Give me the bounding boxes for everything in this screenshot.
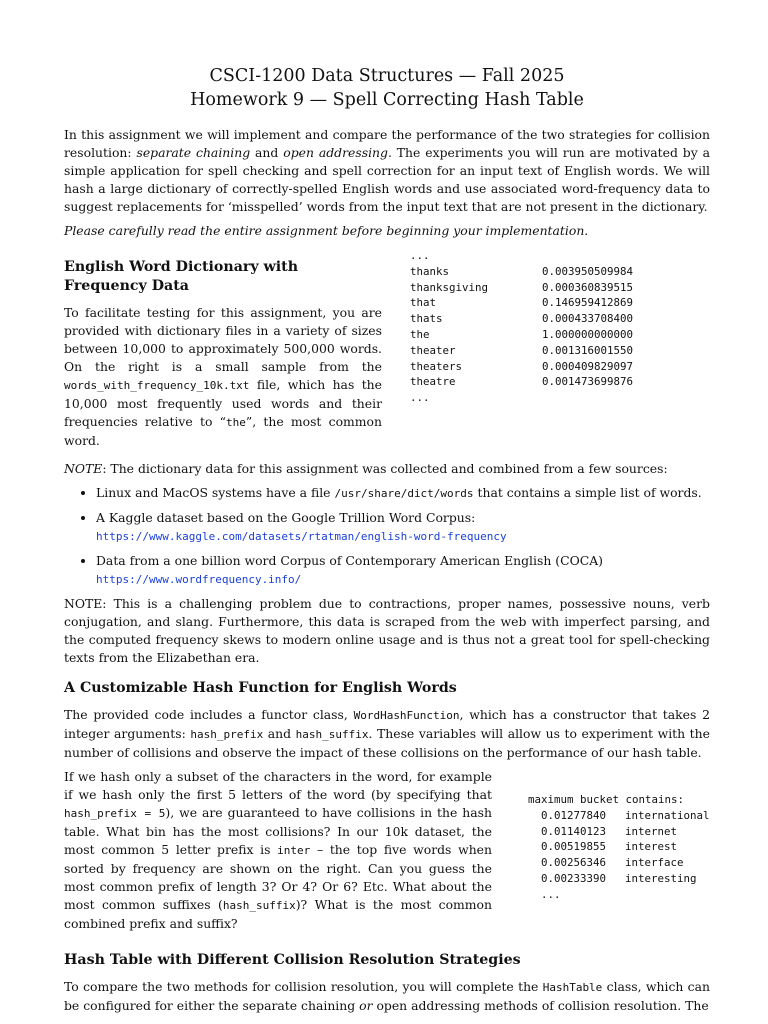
sources-list — [64, 484, 710, 589]
section-heading-collision: Hash Table with Different Collision Resolution Strategies — [64, 952, 521, 968]
read-notice: Please carefully read the entire assignment before beginning your implementation. — [64, 223, 589, 238]
bucket-row: 0.01140123 internet — [541, 824, 678, 838]
bucket-row: 0.00256346 interface — [541, 856, 684, 870]
sample-row: theatre 0.001473699876 — [410, 375, 634, 389]
sample-row: the 1.000000000000 — [410, 327, 634, 341]
list-item: • A Kaggle dataset based on the Google Trillion Word Corpus: https://www.kaggle.com/datasets/rtatman/english-word-frequency — [96, 509, 710, 546]
document-title — [64, 64, 710, 112]
bucket-row: 0.01277840 international — [541, 808, 710, 822]
section-heading-hash-function: A Customizable Hash Function for English Words — [64, 680, 457, 696]
bucket-row: 0.00233390 interesting — [541, 871, 697, 885]
title-line-course: CSCI-1200 Data Structures — Fall 2025 — [209, 66, 565, 86]
prefix-paragraph: If we hash only a subset of the characters in the word, for example if we hash only the first 5 letters of the word (by specifying that hash_prefix = 5), we are guaranteed to have collisions in the hash table. What bin has the most collisions? In our 10k dataset, the most common 5 letter prefix is inter – the top five words when sorted by frequency are shown on the right. Can you guess the most common prefix of length 3? Or 4? Or 6? Etc. What about the most common suffixes (hash_suffix)? What is the most common combined prefix and suffix? — [64, 769, 492, 931]
wordfrequency-link[interactable]: https://www.wordfrequency.info/ — [96, 573, 302, 586]
sample-row: thanks 0.003950509984 — [410, 264, 634, 278]
sample-row: theaters 0.000409829097 — [410, 359, 634, 373]
dictionary-paragraph: To facilitate testing for this assignment, you are provided with dictionary files in a variety of sizes between 10,000 to approximately 500,000 words. On the right is a small sample from the words_with_frequency_10k.txt file, which has the 10,000 most frequently used words and their frequencies relative to “the”, the most common word. — [64, 305, 382, 448]
title-line-homework: Homework 9 — Spell Correcting Hash Table — [190, 90, 584, 110]
sample-row: theater 0.001316001550 — [410, 343, 634, 357]
sample-row: thats 0.000433708400 — [410, 312, 634, 326]
sample-row: thanksgiving 0.000360839515 — [410, 280, 634, 294]
sources-note: NOTE: The dictionary data for this assignment was collected and combined from a few sources: — [64, 461, 668, 476]
collision-paragraph: To compare the two methods for collision resolution, you will complete the HashTable class, which can be configured for either the separate chaining or open addressing methods of collision resolution. The — [64, 979, 710, 1013]
bucket-row: 0.00519855 interest — [541, 840, 678, 854]
dictionary-section — [64, 246, 710, 456]
hash-function-paragraph: The provided code includes a functor class, WordHashFunction, which has a constructor that takes 2 integer arguments: hash_prefix and hash_suffix. These variables will allow us to experiment with the number of collisions and observe the impact of these collisions on the performance of our hash table. — [64, 707, 710, 760]
challenge-note: NOTE: This is a challenging problem due to contractions, proper names, possessive nouns, verb conjugation, and slang. Furthermore, this data is scraped from the web with imperfect parsing, and the computed frequency skews to modern online usage and is thus not a great tool for spell-checking texts from the Elizabethan era. — [64, 596, 710, 665]
section-heading-dictionary: English Word Dictionary with Frequency Data — [64, 259, 299, 294]
document-page — [64, 64, 710, 1021]
prefix-section — [64, 768, 710, 939]
max-bucket-listing: maximum bucket contains: 0.01277840 international 0.01140123 internet 0.00519855 interest 0.00256346 interface 0.00233390 interesting ... — [528, 793, 710, 901]
list-item: • Linux and MacOS systems have a file /usr/share/dict/words that contains a simple list of words. — [96, 484, 710, 503]
kaggle-link[interactable]: https://www.kaggle.com/datasets/rtatman/english-word-frequency — [96, 530, 507, 543]
dictionary-sample: ... thanks 0.003950509984 thanksgiving 0.000360839515 that 0.146959412869 thats 0.000433708400 the 1.000000000000 theater 0.001316001550 theaters 0.000409829097 theatre 0.001473699876 ... — [410, 246, 710, 456]
intro-paragraph: In this assignment we will implement and compare the performance of the two strategies for collision resolution: separate chaining and open addressing. The experiments you will run are motivated by a simple application for spell checking and spell correction for an input text of English words. We will hash a large dictionary of correctly-spelled English words and use associated word-frequency data to suggest replacements for ‘misspelled’ words from the input text that are not present in the dictionary. — [64, 127, 710, 214]
sample-row: that 0.146959412869 — [410, 296, 634, 310]
list-item: • Data from a one billion word Corpus of Contemporary American English (COCA) https://www.wordfrequency.info/ — [96, 552, 710, 589]
